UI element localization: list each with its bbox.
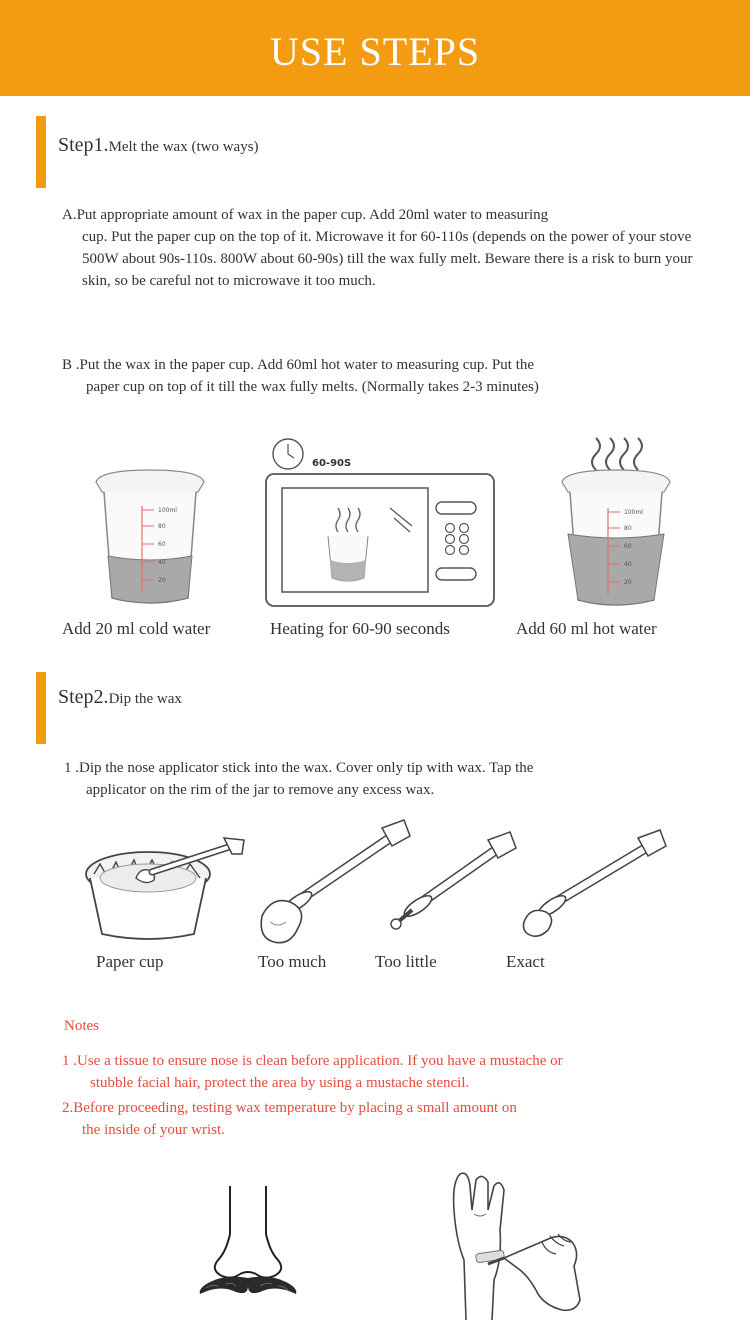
cup-mark-80: 80	[158, 523, 166, 530]
cup-mark-40: 40	[158, 559, 166, 566]
note-2-prefix: 2.	[62, 1100, 74, 1116]
hot-water-cup-illustration	[556, 430, 676, 612]
note-2-rest: the inside of your wrist.	[82, 1122, 225, 1138]
step1-accent-bar	[36, 116, 46, 188]
step1-method-a	[62, 204, 702, 292]
hot-cup-mark-20: 20	[624, 579, 632, 586]
applicator-exact-illustration	[506, 826, 676, 944]
note-item-2	[62, 1097, 722, 1141]
step2-instruction-rest: applicator on the rim of the jar to remove any excess wax.	[86, 782, 435, 798]
caption-cold-water: Add 20 ml cold water	[62, 619, 211, 638]
nose-mustache-illustration	[196, 1184, 306, 1296]
note-1-prefix: 1 .	[62, 1053, 77, 1069]
step2-label: Step2.	[58, 686, 109, 708]
caption-heating: Heating for 60-90 seconds	[270, 619, 450, 638]
step1-title: Melt the wax (two ways)	[108, 139, 259, 155]
cold-water-cup-illustration	[90, 462, 210, 612]
step1-method-b	[62, 354, 702, 398]
cup-mark-100: 100ml	[158, 507, 177, 514]
caption-too-much: Too much	[258, 952, 327, 971]
note-1-line1: Use a tissue to ensure nose is clean before application. If you have a mustache or	[77, 1053, 563, 1069]
caption-exact: Exact	[506, 952, 545, 971]
step2-heading	[58, 686, 182, 709]
wrist-test-illustration	[446, 1170, 586, 1320]
timer-label: 60-90S	[312, 458, 352, 469]
caption-paper-cup: Paper cup	[96, 952, 164, 971]
method-b-rest: paper cup on top of it till the wax fully melts. (Normally takes 2-3 minutes)	[86, 379, 539, 395]
method-a-line1: Put appropriate amount of wax in the paper cup. Add 20ml water to measuring	[76, 207, 549, 223]
step2-instruction-line1: Dip the nose applicator stick into the wax. Cover only tip with wax. Tap the	[79, 760, 534, 776]
applicator-too-little-illustration	[376, 826, 526, 944]
step2-instruction-prefix: 1 .	[64, 760, 79, 776]
method-b-prefix: B .	[62, 357, 80, 373]
cup-mark-60: 60	[158, 541, 166, 548]
note-item-1	[62, 1050, 722, 1094]
step1-label: Step1.	[58, 134, 109, 156]
hot-cup-mark-80: 80	[624, 525, 632, 532]
hot-cup-mark-40: 40	[624, 561, 632, 568]
caption-too-little: Too little	[375, 952, 437, 971]
notes-title: Notes	[64, 1018, 99, 1034]
hot-cup-mark-60: 60	[624, 543, 632, 550]
cup-mark-20: 20	[158, 577, 166, 584]
method-a-rest: cup. Put the paper cup on the top of it. Microwave it for 60-110s (depends on the power of your stove 500W about 90s-110s. 800W about 60-90s) till the wax fully melt. Beware there is a risk to burn your skin, so be careful not to microwave it too much.	[82, 229, 693, 289]
caption-hot-water: Add 60 ml hot water	[516, 619, 657, 638]
paper-cup-illustration	[82, 834, 252, 944]
note-1-rest: stubble facial hair, protect the area by using a mustache stencil.	[90, 1075, 470, 1091]
step1-heading	[58, 134, 259, 157]
note-2-line1: Before proceeding, testing wax temperature by placing a small amount on	[73, 1100, 517, 1116]
step2-title: Dip the wax	[108, 691, 182, 707]
step2-accent-bar	[36, 672, 46, 744]
hot-cup-mark-100: 100ml	[624, 509, 643, 516]
method-a-prefix: A.	[62, 207, 77, 223]
method-b-line1: Put the wax in the paper cup. Add 60ml hot water to measuring cup. Put the	[79, 357, 535, 373]
page-title: USE STEPS	[269, 29, 481, 74]
step2-instruction	[64, 757, 704, 801]
microwave-illustration	[264, 436, 496, 608]
